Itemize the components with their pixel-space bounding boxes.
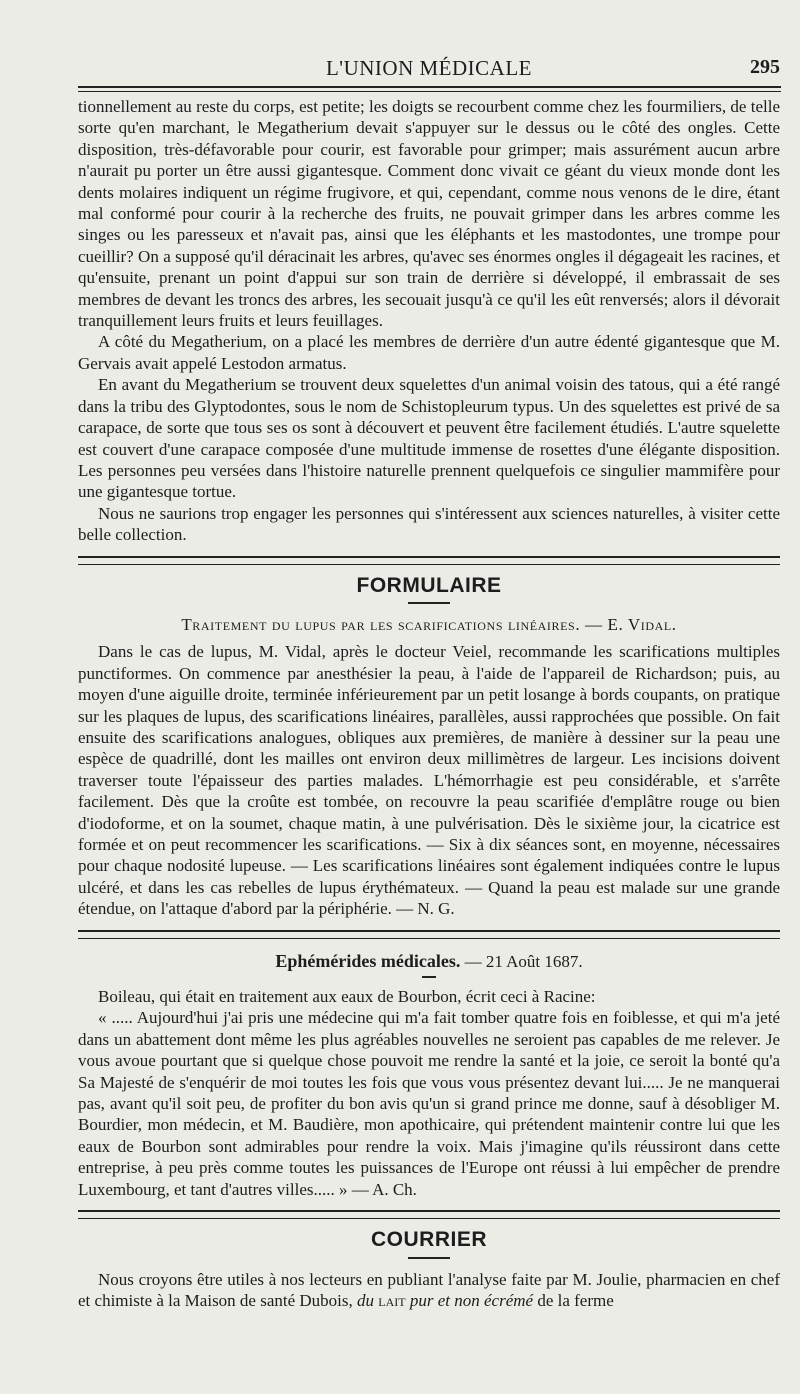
main-content: [78, 96, 780, 1311]
section-separator: [78, 1210, 780, 1219]
paragraph: En avant du Megatherium se trouvent deux squelettes d'un animal voisin des tatous, qui a été rangé dans la tribu des Glyptodontes, sous le nom de Schistopleurum typus. Un des squelettes est privé de sa carapace, de sorte que tous ses os sont à découvert et peuvent être facilement étudiés. L'autre squelette est couvert d'une carapace composée d'une multitude immense de rosettes d'une élégante disposition. Les personnes peu versées dans l'histoire naturelle prennent quelquefois ce singulier mammifère pour une gigantesque tortue.: [78, 375, 780, 502]
courrier-text-end: de la ferme: [537, 1290, 614, 1310]
courrier-text-italic2: pur et non écrémé: [409, 1290, 534, 1310]
courrier-text: [78, 1269, 780, 1312]
courrier-title: COURRIER: [370, 1228, 487, 1252]
ephemerides-intro: Boileau, qui était en traitement aux eaux de Bourbon, écrit ceci à Racine:: [98, 987, 596, 1007]
formulaire-subtitle-text: Traitement du lupus par les scarifications linéaires. — E. Vidal.: [181, 614, 677, 634]
header-rule-thin: [78, 91, 781, 92]
ephemerides-quote: « ..... Aujourd'hui j'ai pris une médecine qui m'a fait tomber quatre fois en foiblesse, et qui m'a jeté dans un abattement dont même les plus agréables nouvelles ne seroient pas capables de me relever. Je vous avoue pourtant que si quelque chose pouvoit me rendre la santé et la joie, ce seroit la bonté qu'a Sa Majesté de s'enquérir de moi toutes les fois que vous vous présentez devant lui..... Je ne manquerai pas, avant qu'il soit peu, de profiter du bon avis qu'un si grand prince me donne, sauf à désobliger M. Bourdier, mon médecin, et M. Baudière, mon apothicaire, qui prétendent maintenir contre lui que les eaux de Bourbon sont admirables pour rendre la voix. Mais j'imagine qu'ils réussiront dans cette entreprise, à peu près comme toutes les puissances de l'Europe ont réussi à lui empêcher de prendre Luxembourg, et tant d'autres villes..... » — A. Ch.: [78, 1008, 780, 1199]
title-rule: [408, 602, 450, 604]
courrier-text-italic: du: [357, 1290, 375, 1310]
header-rule: [78, 86, 781, 88]
section-separator: [78, 930, 780, 939]
courrier-text-start: Nous croyons être utiles à nos lecteurs en publiant l'analyse faite par M. Joulie, pharmacien en chef et chimiste à la Maison de santé Dubois,: [78, 1269, 780, 1310]
paragraph: Nous ne saurions trop engager les personnes qui s'intéressent aux sciences naturelles, à visiter cette belle collection.: [78, 503, 780, 545]
title-rule: [422, 976, 436, 978]
journal-title: L'UNION MÉDICALE: [325, 56, 532, 80]
section-separator: [78, 556, 780, 565]
formulaire-subtitle: [78, 614, 780, 635]
page-number: 295: [750, 56, 780, 78]
paragraph: tionnellement au reste du corps, est petite; les doigts se recourbent comme chez les fourmiliers, de telle sorte qu'en marchant, le Megatherium devait s'appuyer sur le dessus ou le côté des ongles. Cette disposition, très-défavorable pour courir, est favorable pour grimper; mais assurément aucun arbre n'aurait pu porter un être aussi gigantesque. Comment donc vivait ce géant du vieux monde dont les dents molaires indiquent un régime frugivore, et qui, cependant, comme nous venons de le dire, étant mal conformé pour courir à la recherche des fruits, ne pouvait grimper dans les arbres comme les singes ou les paresseux et n'avait pas, ainsi que les éléphants et les mastodontes, une trompe pour cueillir? On a supposé qu'il déracinait les arbres, qu'avec ses énormes ongles il dégageait les racines, et qu'ensuite, prenant un point d'appui sur son train de derrière si développé, il embrassait de ses membres de devant les troncs des arbres, les secouait jusqu'à ce qu'il les eût renversés; alors il dévorait tranquillement leurs fruits et leurs feuillages.: [78, 97, 780, 331]
formulaire-text: Dans le cas de lupus, M. Vidal, après le docteur Veiel, recommande les scarifications multiples punctiformes. On commence par anesthésier la peau, à l'aide de l'appareil de Richardson; puis, au moyen d'une aiguille droite, terminée inférieurement par un petit losange à bords coupants, on pratique sur les plaques de lupus, des scarifications linéaires, parallèles, aussi rapprochées que possible. On fait ensuite des scarifications analogues, obliques aux premières, de manière à dessiner sur la peau une espèce de quadrillé, dont les mailles ont environ deux millimètres de largeur. Les incisions doivent traverser toute l'épaisseur des parties malades. L'hémorrhagie est peu considérable, et s'arrête facilement. Dès que la croûte est tombée, on recouvre la peau scarifiée d'emplâtre rouge ou bien d'iodoforme, et on la soumet, chaque matin, à une pulvérisation. Dès le sixième jour, la cicatrice est formée et on peut recommencer les scarifications. — Six à dix séances sont, en moyenne, nécessaires pour chaque nodosité lupeuse. — Les scarifications linéaires sont également indiquées contre le lupus ulcéré, et dans les cas rebelles de lupus érythémateux. — Quand la peau est malade sur une grande étendue, on l'attaque d'abord par la périphérie. — N. G.: [78, 642, 780, 919]
ephemerides-date: — 21 Août 1687.: [464, 951, 583, 971]
courrier-text-smallcaps: lait: [378, 1290, 406, 1310]
title-rule: [408, 1257, 450, 1259]
ephemerides-heading: [78, 951, 780, 972]
paragraph: A côté du Megatherium, on a placé les membres de derrière d'un autre édenté gigantesque que M. Gervais avait appelé Lestodon armatus.: [78, 332, 780, 373]
running-header: [78, 56, 780, 80]
formulaire-title: FORMULAIRE: [356, 573, 502, 597]
ephemerides-title: Ephémérides médicales.: [275, 950, 461, 971]
